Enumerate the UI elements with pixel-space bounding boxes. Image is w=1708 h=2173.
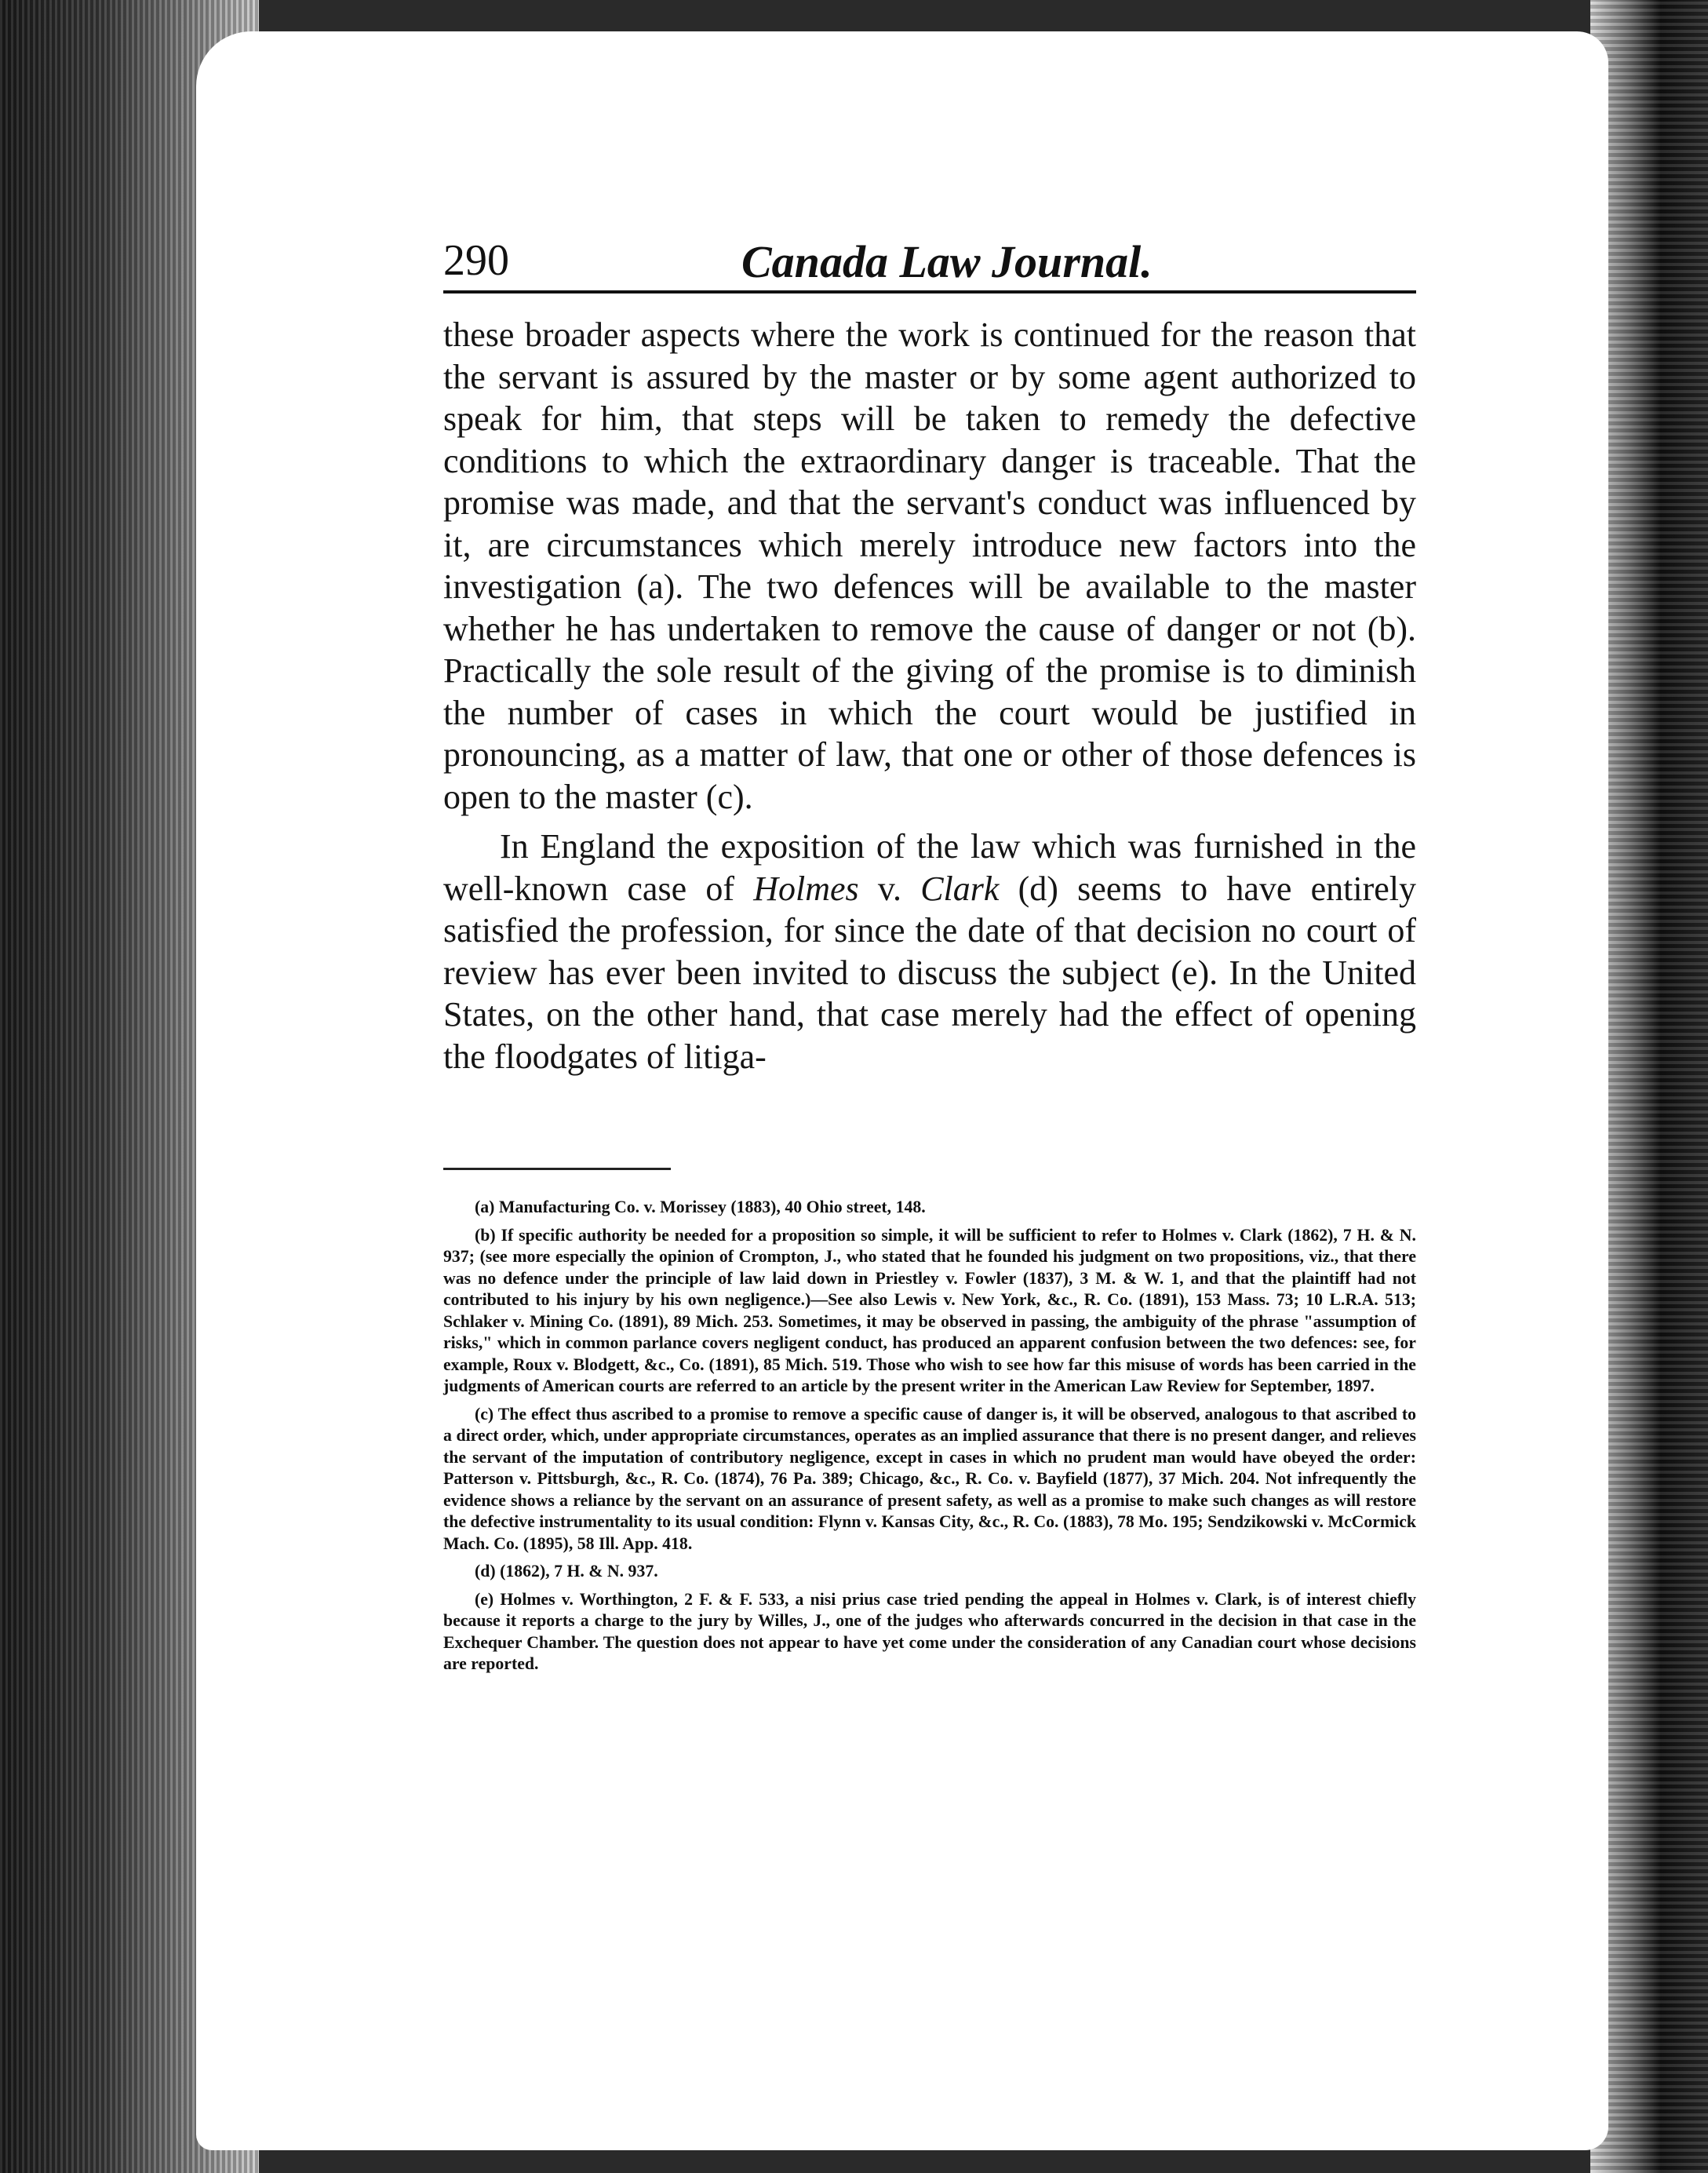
case-name-holmes: Holmes: [753, 869, 859, 908]
paragraph-2-versus: v.: [858, 869, 921, 908]
footnote-a: (a) Manufacturing Co. v. Morissey (1883), 40 Ohio street, 148.: [475, 1198, 926, 1216]
footnote-d: (d) (1862), 7 H. & N. 937.: [475, 1562, 658, 1581]
paragraph-2: [443, 826, 1416, 1077]
journal-title: Canada Law Journal.: [741, 236, 1153, 287]
body-text: [443, 314, 1416, 1077]
paragraph-2-part-a: In England the exposition of the law which was furnished in the well-known case of: [443, 827, 1416, 908]
page-number: 290: [443, 236, 509, 285]
footnotes: [443, 1197, 1416, 1682]
footnote-b: (b) If specific authority be needed for a proposition so simple, it will be sufficient to refer to Holmes v. Clark (1862), 7 H. & N. 937; (see more especially the opinion of Crompton, J., who stated that he founded his judgment on two propositions, viz., that there was no defence under the principle of law laid down in Priestley v. Fowler (1837), 3 M. & W. 1, and that the plaintiff had not contributed to his injury by his own negligence.)—See also Lewis v. New York, &c., R. Co. (1891), 153 Mass. 73; 10 L.R.A. 513; Schlaker v. Mining Co. (1891), 89 Mich. 253. Sometimes, it may be observed in passing, the ambiguity of the phrase "assumption of risks," which in common parlance covers negligent conduct, has produced an apparent confusion between the two defences: see, for example, Roux v. Blodgett, &c., Co. (1891), 85 Mich. 519. Those who wish to see how far this misuse of words has been carried in the judgments of American courts are referred to an article by the present writer in the American Law Review for September, 1897.: [443, 1225, 1416, 1395]
paragraph-1: these broader aspects where the work is continued for the reason that the servant is assured by the master or by some agent authorized to speak for him, that steps will be taken to remedy the defective conditions to which the extraordinary danger is traceable. That the promise was made, and that the servant's conduct was influenced by it, are circumstances which merely introduce new factors into the investigation (a). The two defences will be available to the master whether he has undertaken to remove the cause of danger or not (b). Practically the sole result of the giving of the promise is to diminish the number of cases in which the court would be justified in pronouncing, as a matter of law, that one or other of those defences is open to the master (c).: [443, 315, 1416, 816]
case-name-clark: Clark: [920, 869, 1000, 908]
footnote-rule: [443, 1168, 671, 1170]
footnote-e: (e) Holmes v. Worthington, 2 F. & F. 533, a nisi prius case tried pending the appeal in Holmes v. Clark, is of interest chiefly because it reports a charge to the jury by Willes, J., one of the judges who afterwards concurred in the decision in that case in the Exchequer Chamber. The question does not appear to have yet come under the consideration of any Canadian court whose decisions are reported.: [443, 1589, 1416, 1673]
paragraph-2-part-c: (d) seems to have entirely satisfied the profession, for since the date of that decision no court of review has ever been invited to discuss the subject (e). In the United States, on the other hand, that case merely had the effect of opening the floodgates of litiga-: [443, 869, 1416, 1076]
running-header: [443, 235, 1416, 294]
footnote-c: (c) The effect thus ascribed to a promise to remove a specific cause of danger is, it will be observed, analogous to that ascribed to a direct order, which, under appropriate circumstances, operates as an implied assurance that there is no present danger, and relieves the servant of the imputation of contributory negligence, except in cases in which no prudent man would have obeyed the order: Patterson v. Pittsburgh, &c., R. Co. (1874), 76 Pa. 389; Chicago, &c., R. Co. v. Bayfield (1877), 37 Mich. 204. Not infrequently the evidence shows a reliance by the servant on an assurance of present safety, as well as a promise to make such changes as will restore the defective instrumentality to its usual condition: Flynn v. Kansas City, &c., R. Co. (1883), 78 Mo. 195; Sendzikowski v. McCormick Mach. Co. (1895), 58 Ill. App. 418.: [443, 1404, 1416, 1553]
